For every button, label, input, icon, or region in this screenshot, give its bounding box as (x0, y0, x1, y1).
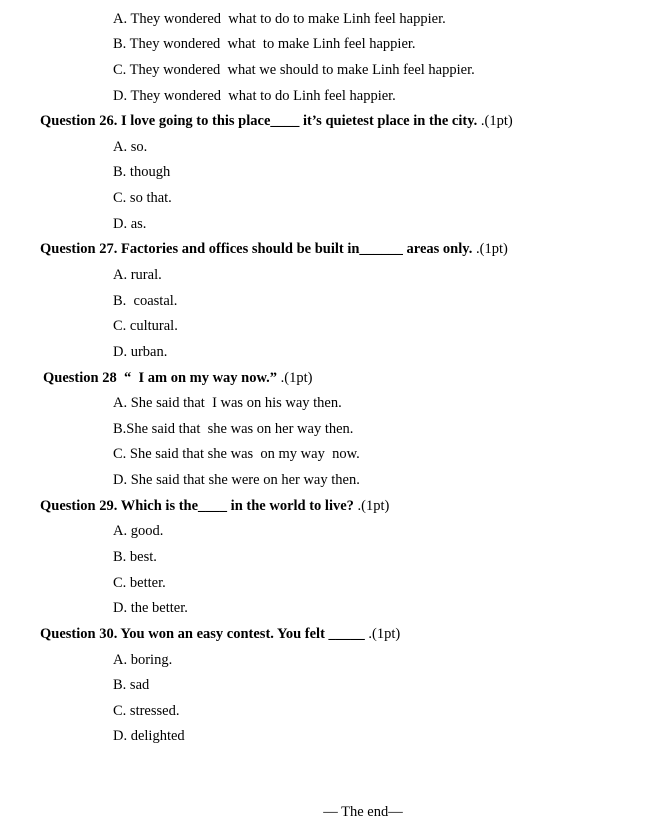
q28-points: .(1pt) (280, 370, 313, 386)
q28-stem (43, 369, 312, 387)
q27-option-d: D. urban. (113, 344, 168, 360)
q26-option-d: D. as. (113, 216, 147, 232)
q28-option-c: C. She said that she was on my way now. (113, 446, 360, 462)
q26-option-a: A. so. (113, 139, 148, 155)
q26-option-b: B. though (113, 164, 171, 180)
end-marker: — The end— (323, 804, 403, 820)
q28-text: Question 28 “ I am on my way now.” (43, 370, 281, 386)
q27-option-a: A. rural. (113, 267, 162, 283)
q30-option-d: D. delighted (113, 728, 185, 744)
q26-option-c: C. so that. (113, 190, 172, 206)
q30-option-c: C. stressed. (113, 703, 180, 719)
q27-points: .(1pt) (475, 241, 508, 257)
q27-option-b: B. coastal. (113, 293, 178, 309)
q26-stem (40, 112, 513, 130)
q29-option-d: D. the better. (113, 600, 188, 616)
q26-points: .(1pt) (480, 113, 513, 129)
q30-stem (40, 625, 400, 643)
q30-option-b: B. sad (113, 677, 150, 693)
q26-text: Question 26. I love going to this place____ it’s quietest place in the city. (40, 113, 481, 129)
q28-option-b: B.She said that she was on her way then. (113, 421, 354, 437)
q25-option-c: C. They wondered what we should to make Linh feel happier. (113, 62, 475, 78)
q30-text: Question 30. You won an easy contest. You felt _____ (40, 626, 369, 642)
q30-points: .(1pt) (368, 626, 401, 642)
q25-option-d: D. They wondered what to do Linh feel happier. (113, 88, 396, 104)
q29-option-c: C. better. (113, 575, 166, 591)
q30-option-a: A. boring. (113, 652, 173, 668)
q29-stem (40, 497, 389, 515)
q27-text: Question 27. Factories and offices should be built in______ areas only. (40, 241, 476, 257)
q29-text: Question 29. Which is the____ in the world to live? (40, 498, 358, 514)
q27-option-c: C. cultural. (113, 318, 178, 334)
q29-option-a: A. good. (113, 523, 164, 539)
q25-option-b: B. They wondered what to make Linh feel happier. (113, 36, 416, 52)
q25-option-a: A. They wondered what to do to make Linh feel happier. (113, 11, 446, 27)
q29-points: .(1pt) (357, 498, 390, 514)
q29-option-b: B. best. (113, 549, 157, 565)
q28-option-a: A. She said that I was on his way then. (113, 395, 342, 411)
q27-stem (40, 240, 508, 258)
q28-option-d: D. She said that she were on her way then. (113, 472, 360, 488)
